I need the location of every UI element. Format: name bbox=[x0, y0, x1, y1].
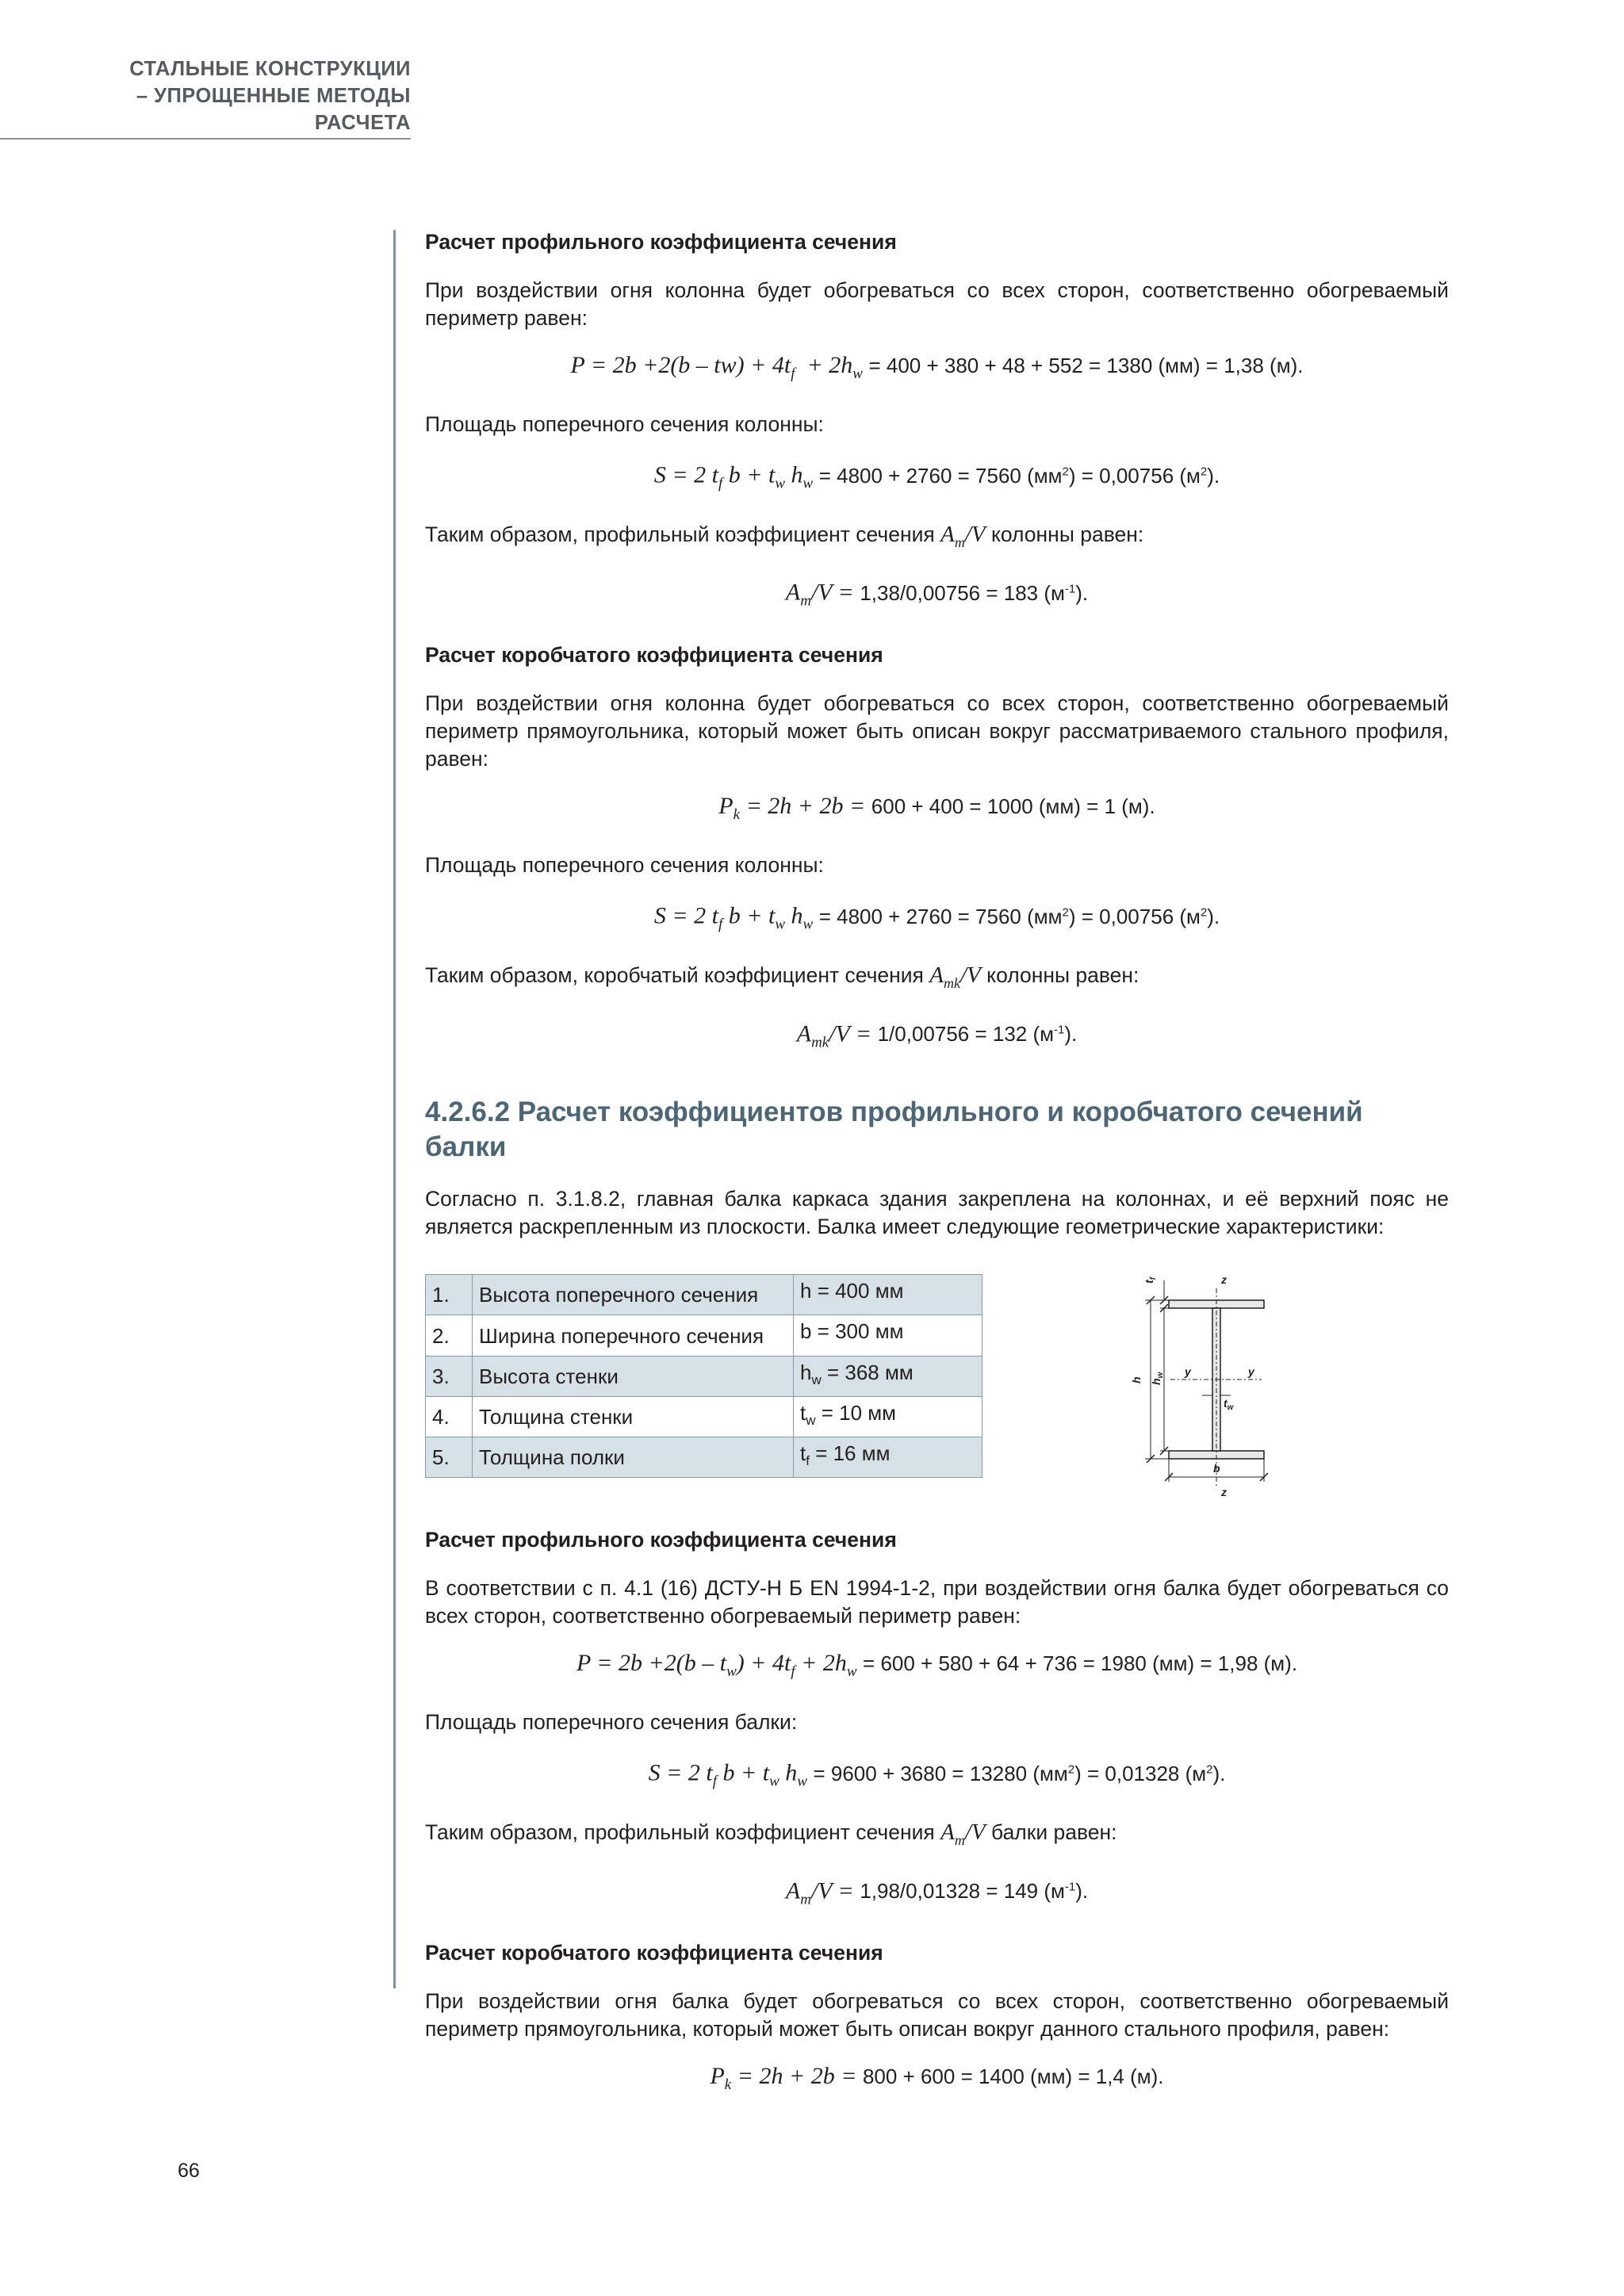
column-profile-intro: При воздействии огня колонна будет обогреваться со всех сторон, соответственно обогреваемый периметр равен: bbox=[425, 278, 1449, 330]
header-rule bbox=[0, 138, 411, 140]
column-ratio-formula: $A_m/V = 1,38/0,00756 = 183$ $(м^{-1})$. bbox=[785, 580, 1089, 610]
page-content bbox=[425, 222, 1449, 2101]
column-area-formula-2: S = 2 $t_f$ $b + t_w$ $h_w = 4800 + 2760 = 7560$ $(мм^2) = 0,00756$ $(м^2)$. bbox=[653, 902, 1220, 933]
beam-box-intro: При воздействии огня балка будет обогреваться со всех сторон, соответственно обогреваемый периметр прямоугольника, который может быть описан вокруг данного стального профиля, равен: bbox=[425, 1989, 1449, 2042]
running-header bbox=[0, 55, 411, 136]
beam-ratio-intro: Таким образом, профильный коэффициент сечения $A_m/V$ балки равен: bbox=[425, 1819, 1117, 1848]
diagram-label-hw: $h_w$ bbox=[1150, 1372, 1165, 1386]
beam-area-intro: Площадь поперечного сечения балки: bbox=[425, 1710, 798, 1735]
diagram-label-y-right: y bbox=[1248, 1365, 1254, 1379]
table-row bbox=[426, 1356, 982, 1396]
column-area-intro: Площадь поперечного сечения колонны: bbox=[425, 412, 824, 436]
property-value: $t_f = 16$ мм bbox=[794, 1437, 982, 1477]
property-value: $h_w = 368$ мм bbox=[794, 1356, 982, 1396]
beam-area-formula: S = 2 $t_f$ $b + t_w$ $h_w = 9600 + 3680 = 13280$ $(мм^2) = 0,01328$ $(м^2)$. bbox=[648, 1759, 1226, 1790]
column-box-title: Расчет коробчатого коэффициента сечения bbox=[425, 643, 883, 668]
diagram-label-y-left: y bbox=[1185, 1365, 1191, 1379]
column-box-perimeter-formula: $P_k = 2h + 2b = 600 + 400 = 1000$ (мм) = 1 (м). bbox=[718, 793, 1155, 824]
row-number: 1. bbox=[426, 1275, 473, 1315]
diagram-label-h: h bbox=[1130, 1376, 1143, 1384]
table-row bbox=[426, 1396, 982, 1437]
header-line-2: – УПРОЩЕННЫЕ МЕТОДЫ bbox=[136, 85, 411, 107]
property-label: Толщина стенки bbox=[473, 1396, 794, 1437]
diagram-label-tw: $t_w$ bbox=[1224, 1397, 1234, 1413]
beam-perimeter-formula: $P = 2b +2(b - t_w) + 4t_f + 2h_w = 600 + 580 + 64 + 736 = 1980$ (мм) = 1,98 (м). bbox=[576, 1650, 1298, 1681]
column-box-intro: При воздействии огня колонна будет обогреваться со всех сторон, соответственно обогреваемый периметр прямоугольника, который может быть описан вокруг рассматриваемого стального профиля, равен: bbox=[425, 691, 1449, 771]
property-label: Высота поперечного сечения bbox=[473, 1275, 794, 1315]
beam-properties-block bbox=[425, 1265, 1449, 1502]
row-number: 2. bbox=[426, 1315, 473, 1356]
header-line-3: РАСЧЕТА bbox=[314, 112, 411, 134]
column-box-ratio-formula: $A_{mk}/V = 1/0,00756 = 132$ $(м^{-1})$. bbox=[796, 1020, 1078, 1051]
property-label: Высота стенки bbox=[473, 1356, 794, 1396]
beam-profile-intro: В соответствии с п. 4.1 (16) ДСТУ-Н Б EN 1994-1-2, при воздействии огня балка будет обогреваться со всех сторон, соответственно обогреваемый периметр равен: bbox=[425, 1576, 1449, 1628]
column-box-ratio-intro: Таким образом, коробчатый коэффициент сечения $A_{mk}/V$ колонны равен: bbox=[425, 962, 1139, 991]
table-row bbox=[426, 1275, 982, 1315]
column-profile-title: Расчет профильного коэффициента сечения bbox=[425, 230, 897, 254]
beam-box-perimeter-formula: $P_k = 2h + 2b = 800 + 600 = 1400$ (мм) = 1,4 (м). bbox=[710, 2063, 1164, 2094]
property-value: b = 300 мм bbox=[794, 1315, 982, 1356]
section-heading-4-2-6-2: 4.2.6.2 Расчет коэффициентов профильного и коробчатого сечений балки bbox=[425, 1096, 1363, 1163]
property-value: $t_w = 10$ мм bbox=[794, 1396, 982, 1437]
property-label: Ширина поперечного сечения bbox=[473, 1315, 794, 1356]
beam-intro: Согласно п. 3.1.8.2, главная балка каркаса здания закреплена на колоннах, и её верхний пояс не является раскрепленным из плоскости. Балка имеет следующие геометрические характеристики: bbox=[425, 1187, 1449, 1239]
table-row bbox=[426, 1315, 982, 1356]
column-area-intro-2: Площадь поперечного сечения колонны: bbox=[425, 853, 824, 878]
row-number: 4. bbox=[426, 1396, 473, 1437]
row-number: 5. bbox=[426, 1437, 473, 1477]
beam-properties-table bbox=[425, 1274, 982, 1478]
property-value: h = 400 мм bbox=[794, 1275, 982, 1315]
column-ratio-intro: Таким образом, профильный коэффициент сечения $A_m/V$ колонны равен: bbox=[425, 521, 1144, 550]
diagram-label-z-top: z bbox=[1221, 1273, 1227, 1287]
diagram-label-z-bottom: z bbox=[1221, 1486, 1227, 1499]
table-row bbox=[426, 1437, 982, 1477]
beam-profile-title: Расчет профильного коэффициента сечения bbox=[425, 1528, 897, 1552]
i-beam-cross-section-diagram bbox=[1123, 1265, 1321, 1502]
diagram-label-b: b bbox=[1213, 1462, 1220, 1475]
row-number: 3. bbox=[426, 1356, 473, 1396]
header-line-1: СТАЛЬНЫЕ КОНСТРУКЦИИ bbox=[129, 58, 411, 80]
beam-box-title: Расчет коробчатого коэффициента сечения bbox=[425, 1941, 883, 1965]
column-area-formula: S = 2 $t_f$ $b + t_w$ $h_w = 4800 + 2760 = 7560$ $(мм^2) = 0,00756$ $(м^2)$. bbox=[653, 461, 1220, 492]
page-number: 66 bbox=[178, 2160, 200, 2182]
beam-ratio-formula: $A_m/V = 1,98/0,01328 = 149$ $(м^{-1})$. bbox=[785, 1877, 1089, 1908]
property-label: Толщина полки bbox=[473, 1437, 794, 1477]
content-margin-rule bbox=[393, 230, 396, 1988]
column-perimeter-formula: $P = 2b +2(b - tw) + 4t_f + 2h_w = 400 + 380 + 48 + 552 = 1380$ (мм) = 1,38 (м). bbox=[570, 352, 1304, 382]
diagram-label-tf: $t_f$ bbox=[1143, 1277, 1158, 1284]
